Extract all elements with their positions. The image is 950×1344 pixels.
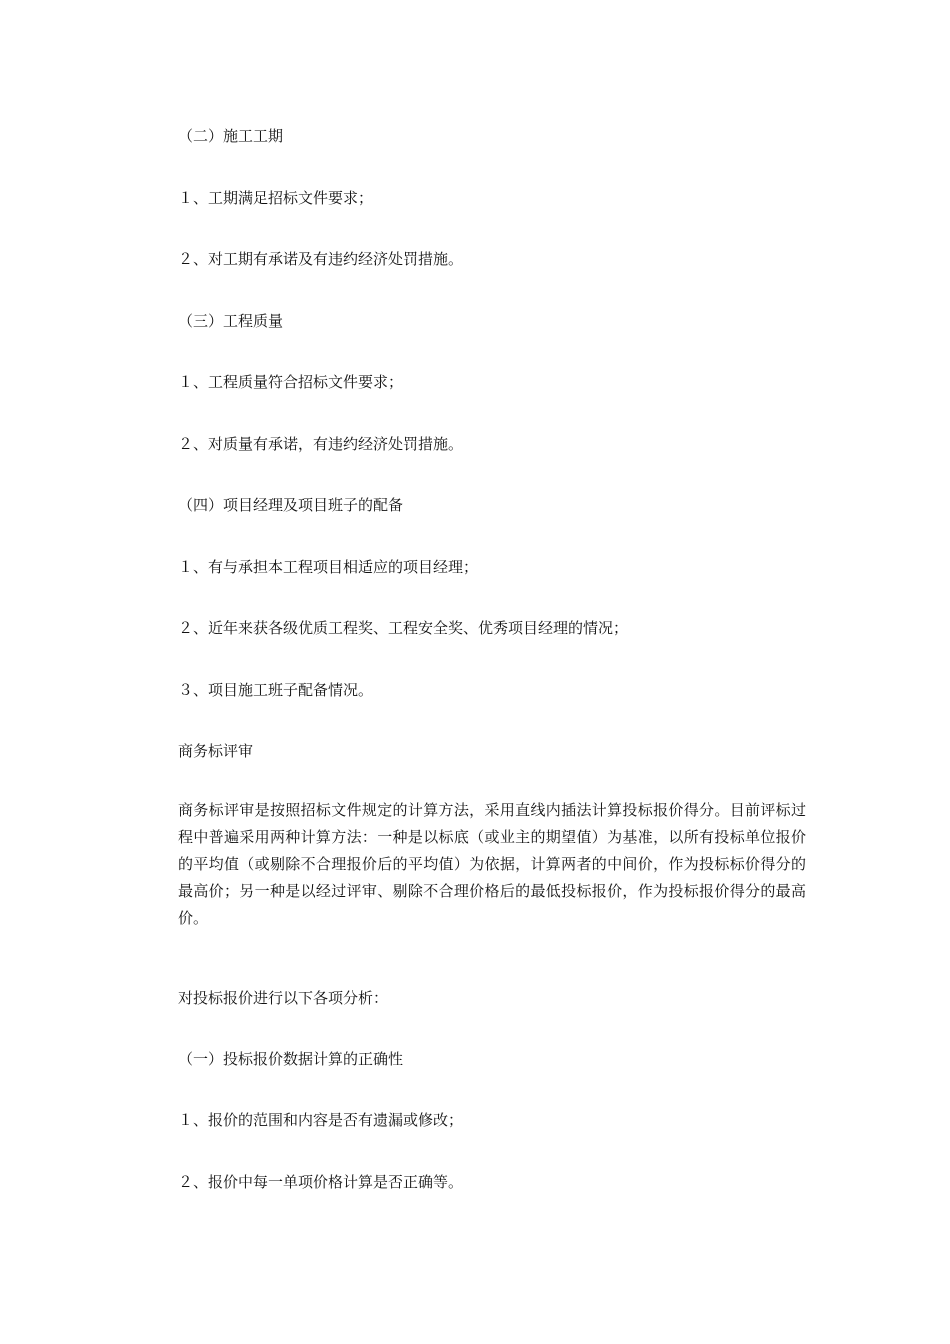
list-item: １、有与承担本工程项目相适应的项目经理；	[178, 558, 479, 576]
section-heading-construction-period: （二）施工工期	[178, 127, 284, 145]
list-item: １、工期满足招标文件要求；	[178, 189, 374, 207]
list-item: ２、对质量有承诺，有违约经济处罚措施。	[178, 435, 464, 453]
section-heading-project-manager: （四）项目经理及项目班子的配备	[178, 496, 404, 514]
list-item: ２、对工期有承诺及有违约经济处罚措施。	[178, 250, 464, 268]
section-heading-engineering-quality: （三）工程质量	[178, 312, 284, 330]
list-item: １、工程质量符合招标文件要求；	[178, 373, 404, 391]
list-item: ３、项目施工班子配备情况。	[178, 681, 374, 699]
body-text-line: 对投标报价进行以下各项分析：	[178, 989, 389, 1007]
section-heading-commercial-review: 商务标评审	[178, 742, 254, 760]
list-item: ２、近年来获各级优质工程奖、工程安全奖、优秀项目经理的情况；	[178, 619, 629, 637]
body-paragraph: 商务标评审是按照招标文件规定的计算方法，采用直线内插法计算投标报价得分。目前评标过程中普遍采用两种计算方法：一种是以标底（或业主的期望值）为基准，以所有投标单位报价的平均值（或剔除不合理报价后的平均值）为依据，计算两者的中间价，作为投标标价得分的最高价；另一种是以经过评审、剔除不合理价格后的最低投标报价，作为投标报价得分的最高价。	[178, 801, 806, 927]
list-item: ２、报价中每一单项价格计算是否正确等。	[178, 1173, 464, 1191]
section-heading-price-correctness: （一）投标报价数据计算的正确性	[178, 1050, 404, 1068]
list-item: １、报价的范围和内容是否有遗漏或修改；	[178, 1111, 464, 1129]
